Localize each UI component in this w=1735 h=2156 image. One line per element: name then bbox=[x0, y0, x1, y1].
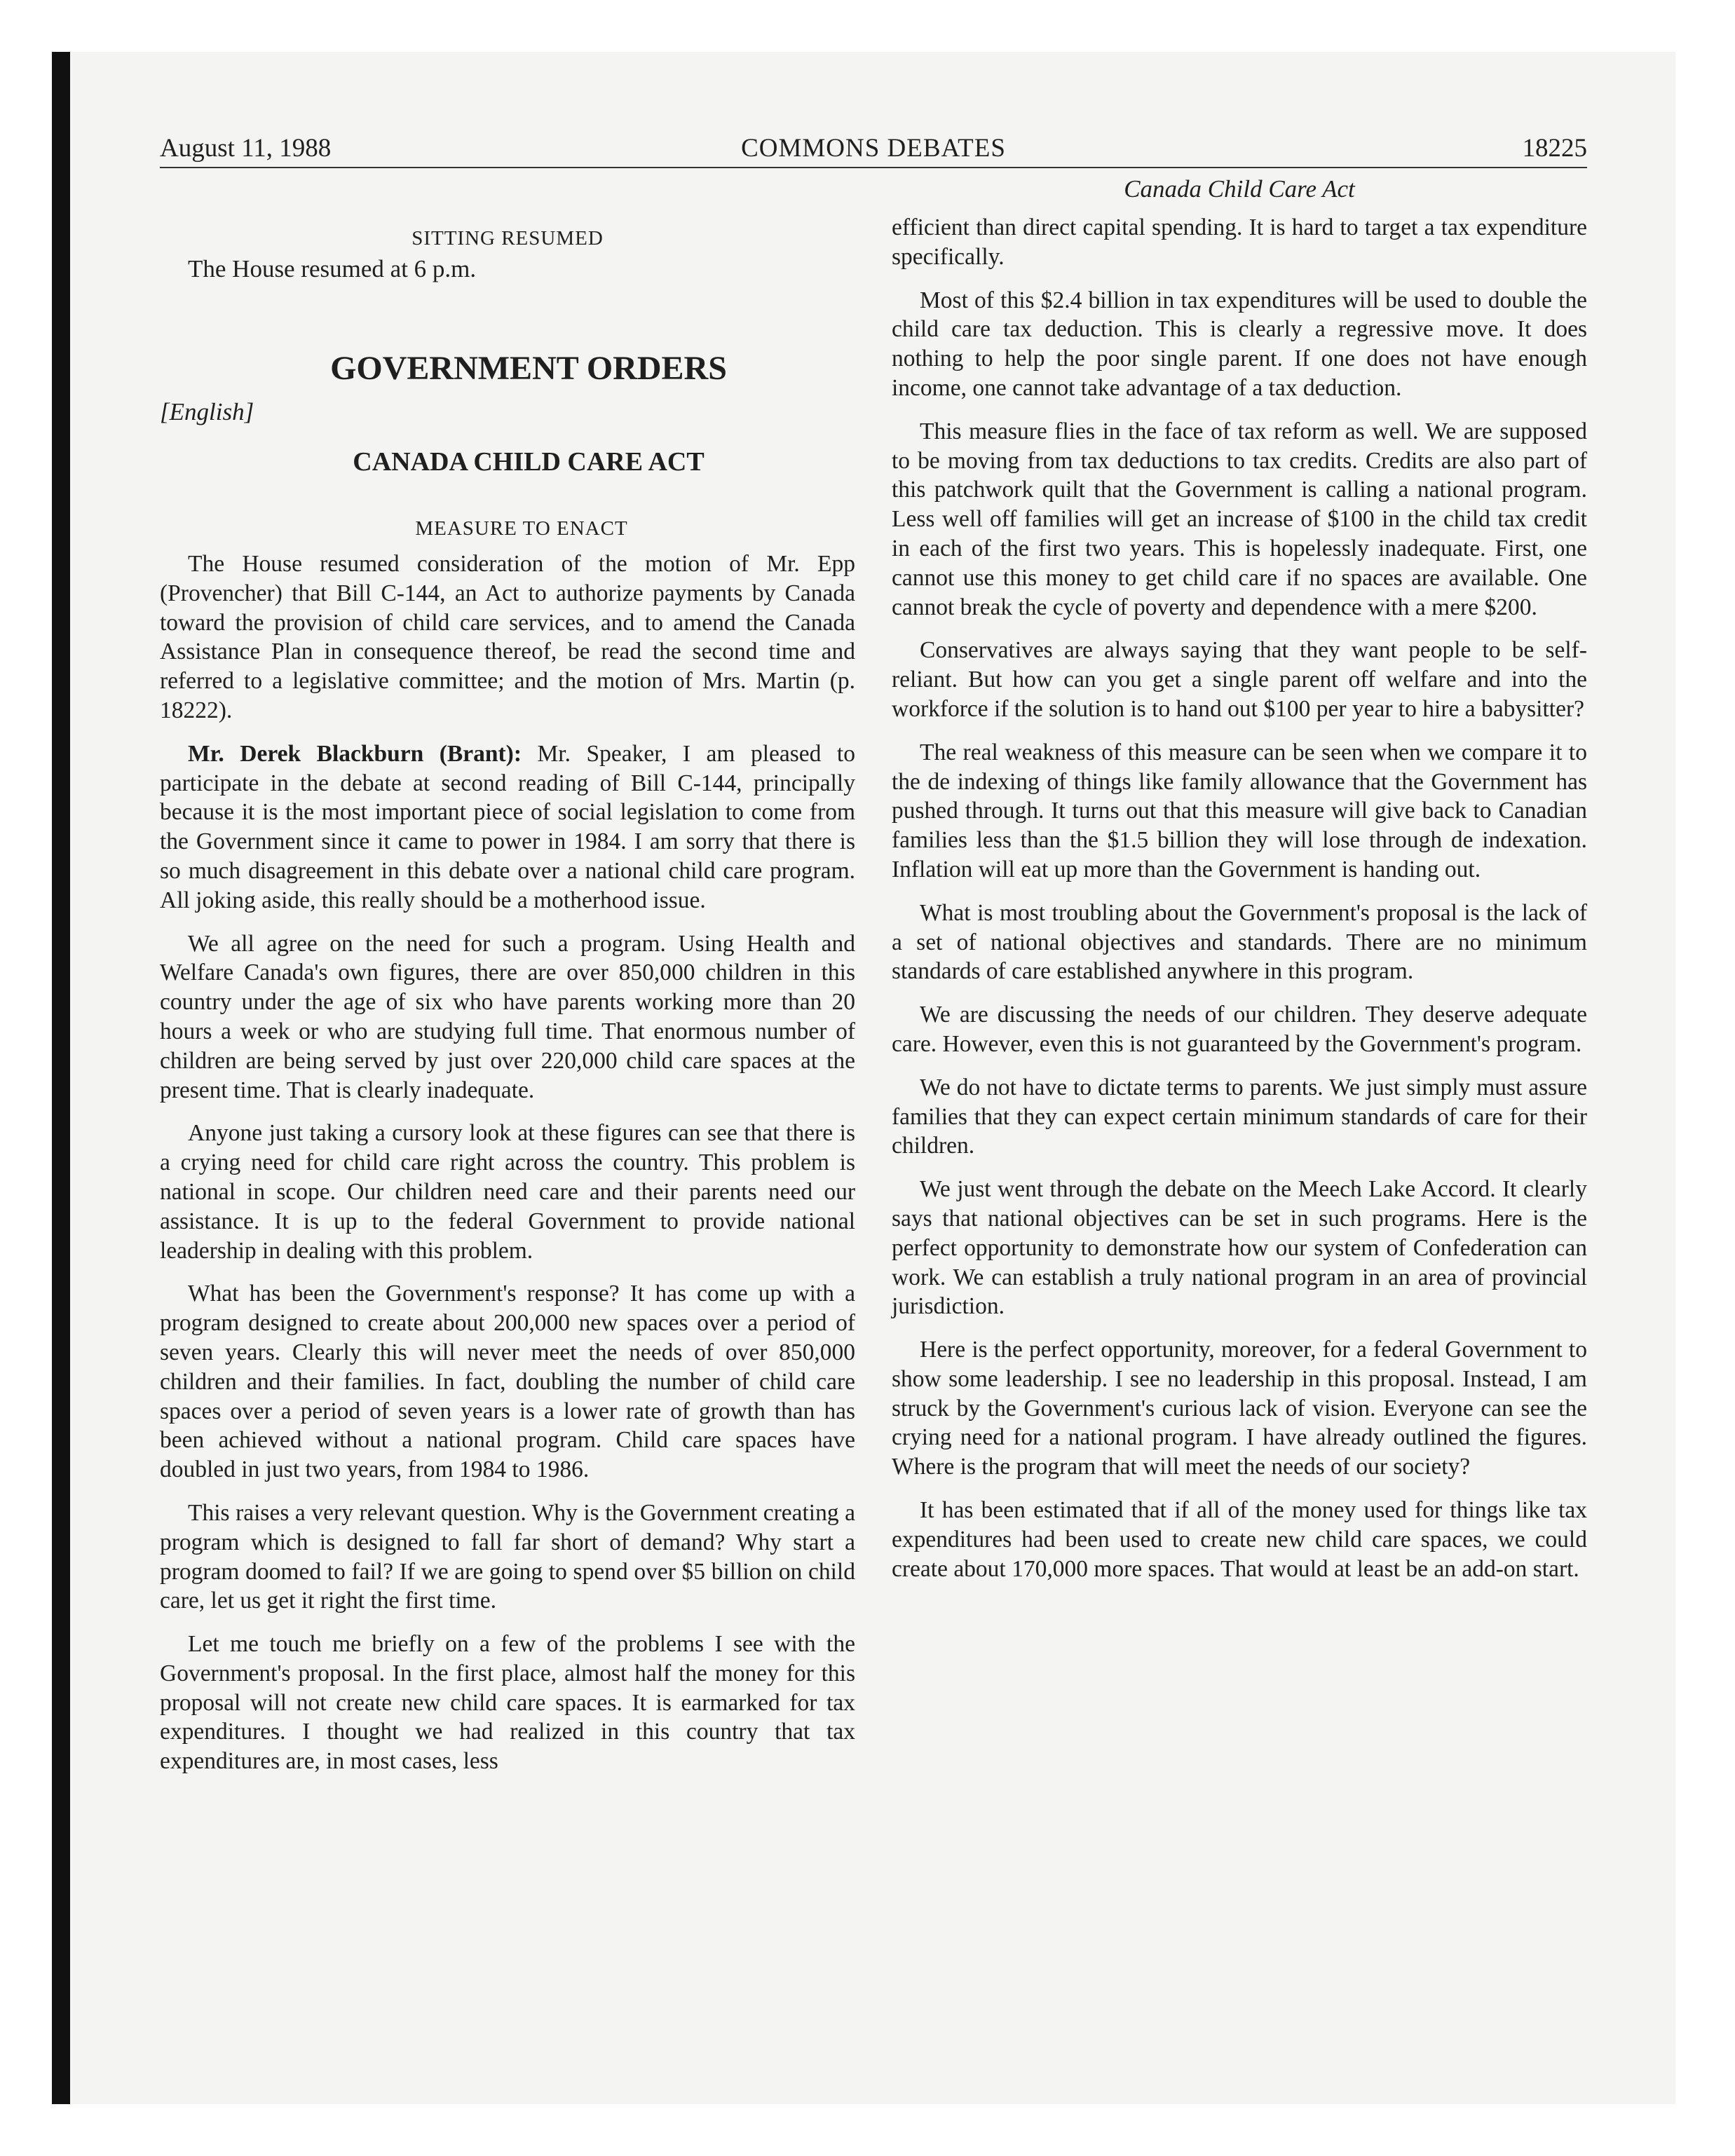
paragraph: Anyone just taking a cursory look at these figures can see that there is a crying need for child care right across the country. This problem is national in scope. Our children need care and their parents need our assistance. It is up to the federal Government to provide national leadership in dealing with this problem. bbox=[160, 1120, 855, 1264]
paragraph: It has been estimated that if all of the money used for things like tax expenditures had been used to create new child care spaces, we could create about 170,000 more spaces. That would at least be an add-on start. bbox=[892, 1497, 1587, 1582]
paragraph: We just went through the debate on the Meech Lake Accord. It clearly says that national objectives can be set in such programs. Here is the perfect opportunity to demonstrate how our system of Confederation can work. We can establish a truly national program in an area of provincial jurisdiction. bbox=[892, 1176, 1587, 1320]
resumed-text: The House resumed at 6 p.m. bbox=[188, 255, 477, 282]
scan-edge-shadow bbox=[52, 52, 70, 2104]
page-header bbox=[160, 130, 1587, 168]
paragraph: Here is the perfect opportunity, moreover, for a federal Government to show some leadership. I see no leadership in this proposal. Instead, I am struck by the Government's curious lack of vision. Everyone can see the crying need for a national program. I have already outlined the figures. Where is the program that will meet the needs of our society? bbox=[892, 1337, 1587, 1480]
act-heading: CANADA CHILD CARE ACT bbox=[353, 447, 705, 477]
paragraph: The real weakness of this measure can be seen when we compare it to the de indexing of things like family allowance that the Government has pushed through. It turns out that this measure will give back to Canadian families less than the $1.5 billion they will lose through de indexation. Inflation will eat up more than the Government is handing out. bbox=[892, 739, 1587, 882]
language-note: [English] bbox=[160, 398, 254, 425]
measure-label: MEASURE TO ENACT bbox=[415, 517, 628, 540]
paragraph: The House resumed consideration of the motion of Mr. Epp (Provencher) that Bill C-144, an Act to authorize payments by Canada toward the provision of child care services, and to amend the Canada Assistance Plan in consequence thereof, be read the second time and referred to a legislative committee; and the motion of Mrs. Martin (p. 18222). bbox=[160, 551, 855, 723]
speaker-name: Mr. Derek Blackburn (Brant): bbox=[188, 740, 522, 767]
right-column bbox=[892, 174, 1587, 1597]
running-head: Canada Child Care Act bbox=[1124, 175, 1355, 203]
paragraph: efficient than direct capital spending. It is hard to target a tax expenditure specifically. bbox=[892, 214, 1587, 270]
section-heading: GOVERNMENT ORDERS bbox=[330, 350, 727, 387]
speech-paragraph bbox=[160, 739, 855, 915]
paragraph: Conservatives are always saying that they want people to be self-reliant. But how can you get a single parent off welfare and into the workforce if the solution is to hand out $100 per year to hire a babysitter? bbox=[892, 637, 1587, 722]
paragraph: We do not have to dictate terms to parents. We just simply must assure families that they can expect certain minimum standards of care for their children. bbox=[892, 1074, 1587, 1159]
paragraph: This measure flies in the face of tax reform as well. We are supposed to be moving from tax deductions to tax credits. Credits are also part of this patchwork quilt that the Government is calling a national program. Less well off families will get an increase of $100 in the child tax credit in each of the first two years. This is hopelessly inadequate. First, one cannot use this money to get child care if no spaces are available. One cannot break the cycle of poverty and dependence with a mere $200. bbox=[892, 418, 1587, 620]
paragraph: What has been the Government's response? It has come up with a program designed to create about 200,000 new spaces over a period of seven years. Clearly this will never meet the needs of over 850,000 children and their families. In fact, doubling the number of child care spaces over a period of seven years is a lower rate of growth than has been achieved without a national program. Child care spaces have doubled in just two years, from 1984 to 1986. bbox=[160, 1281, 855, 1483]
left-column bbox=[160, 174, 855, 1790]
speech-text: Mr. Speaker, I am pleased to participate in the debate at second reading of Bill C-144, principally because it is the most important piece of social legislation to come from the Government since it came to power in 1984. I am sorry that there is so much disagreement in this debate over a national child care program. All joking aside, this really should be a motherhood issue. bbox=[160, 740, 855, 913]
header-title: COMMONS DEBATES bbox=[741, 134, 1006, 163]
sitting-resumed-label: SITTING RESUMED bbox=[411, 227, 604, 250]
header-date: August 11, 1988 bbox=[160, 134, 332, 163]
paragraph: We are discussing the needs of our children. They deserve adequate care. However, even this is not guaranteed by the Government's program. bbox=[892, 1002, 1587, 1057]
paragraph: This raises a very relevant question. Why is the Government creating a program which is designed to fall far short of demand? Why start a program doomed to fail? If we are going to spend over $5 billion on child care, let us get it right the first time. bbox=[160, 1499, 855, 1614]
paragraph: What is most troubling about the Government's proposal is the lack of a set of national objectives and standards. There are no minimum standards of care established anywhere in this program. bbox=[892, 899, 1587, 985]
paragraph: Let me touch me briefly on a few of the problems I see with the Government's proposal. In the first place, almost half the money for this proposal will not create new child care spaces. It is earmarked for tax expenditures. I thought we had realized in this country that tax expenditures are, in most cases, less bbox=[160, 1631, 855, 1775]
paragraph: Most of this $2.4 billion in tax expenditures will be used to double the child care tax deduction. This is clearly a regressive move. It does nothing to help the poor single parent. If one does not have enough income, one cannot take advantage of a tax deduction. bbox=[892, 287, 1587, 401]
paragraph: We all agree on the need for such a program. Using Health and Welfare Canada's own figures, there are over 850,000 children in this country under the age of six who have parents working more than 20 hours a week or who are studying full time. That enormous number of children are being served by just over 220,000 child care spaces at the present time. That is clearly inadequate. bbox=[160, 930, 855, 1103]
header-page-number: 18225 bbox=[1522, 134, 1587, 163]
